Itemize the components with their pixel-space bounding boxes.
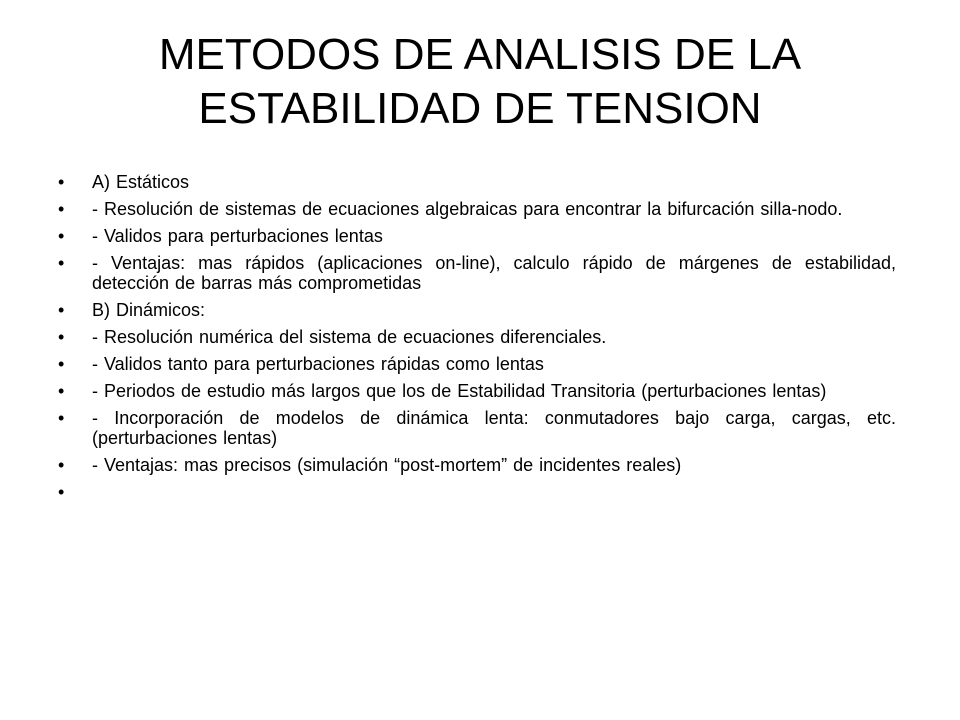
bullet-item [56,253,896,293]
bullet-dot: • [58,327,65,347]
bullet-item [56,408,896,448]
bullet-dot: • [58,172,65,192]
bullet-text: - Resolución de sistemas de ecuaciones algebraicas para encontrar la bifurcación silla-nodo. [92,199,843,219]
bullet-text: - Validos tanto para perturbaciones rápidas como lentas [92,354,544,374]
bullet-dot: • [58,253,65,273]
bullet-item [56,300,896,320]
bullet-item [56,226,896,246]
bullet-item [56,172,896,192]
slide-title-line: METODOS DE ANALISIS DE LA [158,30,802,79]
bullet-item [56,354,896,374]
bullet-dot: • [58,226,65,246]
bullet-dot: • [58,408,65,428]
bullet-text: - Validos para perturbaciones lentas [92,226,383,246]
bullet-dot: • [58,455,65,475]
bullet-text: - Ventajas: mas precisos (simulación “post-mortem” de incidentes reales) [92,455,682,475]
bullet-dot: • [58,482,65,502]
bullet-item [56,455,896,475]
bullet-list [56,172,896,502]
bullet-text: - Ventajas: mas rápidos (aplicaciones on-line), calculo rápido de márgenes de estabilidad, detección de barras más comprometidas [92,253,896,293]
bullet-dot: • [58,300,65,320]
bullet-text: B) Dinámicos: [92,300,206,320]
bullet-text: - Periodos de estudio más largos que los de Estabilidad Transitoria (perturbaciones lentas) [92,381,827,401]
bullet-text: - Incorporación de modelos de dinámica lenta: conmutadores bajo carga, cargas, etc. (perturbaciones lentas) [92,408,896,448]
bullet-dot: • [58,354,65,374]
bullet-item [56,199,896,219]
slide-title-line: ESTABILIDAD DE TENSION [198,84,762,133]
bullet-dot: • [58,199,65,219]
bullet-text: A) Estáticos [92,172,190,192]
bullet-dot: • [58,381,65,401]
bullet-text: - Resolución numérica del sistema de ecuaciones diferenciales. [92,327,607,347]
slide-title [48,28,912,136]
bullet-item [56,381,896,401]
bullet-item [56,327,896,347]
